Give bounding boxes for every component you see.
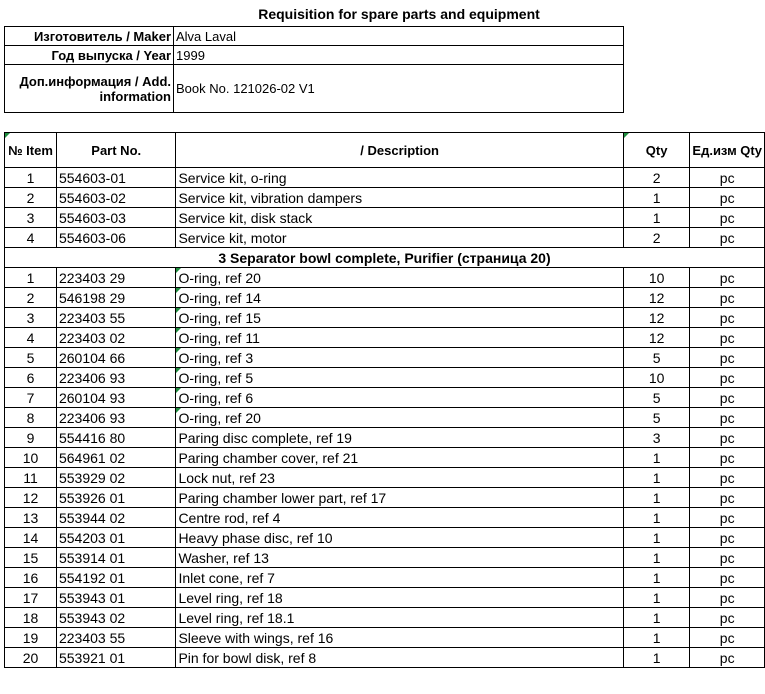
description-cell[interactable]: Sleeve with wings, ref 16 xyxy=(176,628,623,648)
info-row-maker xyxy=(5,27,624,46)
addinfo-label[interactable]: Доп.информация / Add. information xyxy=(5,65,174,113)
qty-cell[interactable]: 1 xyxy=(623,528,690,548)
table-row xyxy=(5,308,765,328)
part-no-cell[interactable]: 553929 02 xyxy=(56,468,175,488)
item-cell[interactable]: 9 xyxy=(5,428,57,448)
qty-cell[interactable]: 5 xyxy=(623,408,690,428)
part-no-cell[interactable]: 260104 93 xyxy=(56,388,175,408)
description-cell[interactable]: Service kit, disk stack xyxy=(176,208,623,228)
description-cell[interactable]: Heavy phase disc, ref 10 xyxy=(176,528,623,548)
header-row xyxy=(5,133,765,168)
item-cell[interactable]: 19 xyxy=(5,628,57,648)
qty-cell[interactable]: 3 xyxy=(623,428,690,448)
qty-cell[interactable]: 1 xyxy=(623,608,690,628)
table-row xyxy=(5,608,765,628)
part-no-cell[interactable]: 546198 29 xyxy=(56,288,175,308)
item-cell[interactable]: 1 xyxy=(5,268,57,288)
qty-cell[interactable]: 5 xyxy=(623,348,690,368)
unit-cell[interactable]: pc xyxy=(690,488,765,508)
part-no-cell[interactable]: 553926 01 xyxy=(56,488,175,508)
part-no-cell[interactable]: 223403 02 xyxy=(56,328,175,348)
table-row xyxy=(5,448,765,468)
qty-cell[interactable]: 1 xyxy=(623,208,690,228)
description-cell[interactable]: O-ring, ref 14 xyxy=(176,288,623,308)
unit-cell[interactable]: pc xyxy=(690,208,765,228)
qty-cell[interactable]: 5 xyxy=(623,388,690,408)
item-cell[interactable]: 7 xyxy=(5,388,57,408)
part-no-cell[interactable]: 223403 55 xyxy=(56,628,175,648)
part-no-cell[interactable]: 223406 93 xyxy=(56,368,175,388)
part-no-cell[interactable]: 554603-06 xyxy=(56,228,175,248)
unit-cell[interactable]: pc xyxy=(690,368,765,388)
description-cell[interactable]: Level ring, ref 18 xyxy=(176,588,623,608)
parts-table xyxy=(4,132,765,668)
table-row xyxy=(5,288,765,308)
table-row xyxy=(5,188,765,208)
unit-cell[interactable]: pc xyxy=(690,228,765,248)
qty-cell[interactable]: 12 xyxy=(623,288,690,308)
unit-cell[interactable]: pc xyxy=(690,268,765,288)
item-cell[interactable]: 17 xyxy=(5,588,57,608)
table-row xyxy=(5,408,765,428)
table-row xyxy=(5,528,765,548)
unit-cell[interactable]: pc xyxy=(690,428,765,448)
unit-cell[interactable]: pc xyxy=(690,308,765,328)
description-cell[interactable]: Washer, ref 13 xyxy=(176,548,623,568)
unit-cell[interactable]: pc xyxy=(690,648,765,668)
description-cell[interactable]: Centre rod, ref 4 xyxy=(176,508,623,528)
item-cell[interactable]: 16 xyxy=(5,568,57,588)
header-item[interactable]: № Item xyxy=(5,133,57,168)
unit-cell[interactable]: pc xyxy=(690,328,765,348)
description-cell[interactable]: O-ring, ref 5 xyxy=(176,368,623,388)
description-cell[interactable]: Service kit, motor xyxy=(176,228,623,248)
description-cell[interactable]: O-ring, ref 20 xyxy=(176,268,623,288)
part-no-cell[interactable]: 260104 66 xyxy=(56,348,175,368)
table-row xyxy=(5,388,765,408)
unit-cell[interactable]: pc xyxy=(690,388,765,408)
unit-cell[interactable]: pc xyxy=(690,348,765,368)
item-cell[interactable]: 12 xyxy=(5,488,57,508)
qty-cell[interactable]: 2 xyxy=(623,168,690,188)
table-row xyxy=(5,268,765,288)
description-cell[interactable]: O-ring, ref 6 xyxy=(176,388,623,408)
qty-cell[interactable]: 1 xyxy=(623,488,690,508)
unit-cell[interactable]: pc xyxy=(690,608,765,628)
qty-cell[interactable]: 2 xyxy=(623,228,690,248)
year-label[interactable]: Год выпуска / Year xyxy=(5,46,174,65)
description-cell[interactable]: Level ring, ref 18.1 xyxy=(176,608,623,628)
part-no-cell[interactable]: 554203 01 xyxy=(56,528,175,548)
unit-cell[interactable]: pc xyxy=(690,468,765,488)
header-qty[interactable]: Qty xyxy=(623,133,690,168)
table-row xyxy=(5,628,765,648)
unit-cell[interactable]: pc xyxy=(690,408,765,428)
item-cell[interactable]: 13 xyxy=(5,508,57,528)
table-row xyxy=(5,468,765,488)
info-row-addinfo xyxy=(5,65,624,113)
item-cell[interactable]: 18 xyxy=(5,608,57,628)
description-cell[interactable]: O-ring, ref 3 xyxy=(176,348,623,368)
item-cell[interactable]: 4 xyxy=(5,328,57,348)
description-cell[interactable]: O-ring, ref 15 xyxy=(176,308,623,328)
unit-cell[interactable]: pc xyxy=(690,568,765,588)
part-no-cell[interactable]: 554603-03 xyxy=(56,208,175,228)
description-cell[interactable]: Lock nut, ref 23 xyxy=(176,468,623,488)
unit-cell[interactable]: pc xyxy=(690,588,765,608)
item-cell[interactable]: 15 xyxy=(5,548,57,568)
table-row xyxy=(5,488,765,508)
description-cell[interactable]: Paring chamber lower part, ref 17 xyxy=(176,488,623,508)
description-cell[interactable]: Pin for bowl disk, ref 8 xyxy=(176,648,623,668)
item-cell[interactable]: 2 xyxy=(5,288,57,308)
item-cell[interactable]: 20 xyxy=(5,648,57,668)
item-cell[interactable]: 3 xyxy=(5,208,57,228)
addinfo-value[interactable]: Book No. 121026-02 V1 xyxy=(174,65,624,113)
item-cell[interactable]: 8 xyxy=(5,408,57,428)
part-no-cell[interactable]: 223403 55 xyxy=(56,308,175,328)
table-row xyxy=(5,348,765,368)
qty-cell[interactable]: 1 xyxy=(623,588,690,608)
table-row xyxy=(5,588,765,608)
table-row xyxy=(5,368,765,388)
part-no-cell[interactable]: 554192 01 xyxy=(56,568,175,588)
qty-cell[interactable]: 12 xyxy=(623,308,690,328)
description-cell[interactable]: Paring chamber cover, ref 21 xyxy=(176,448,623,468)
item-cell[interactable]: 10 xyxy=(5,448,57,468)
info-table xyxy=(4,26,624,113)
qty-cell[interactable]: 10 xyxy=(623,268,690,288)
maker-label[interactable]: Изготовитель / Maker xyxy=(5,27,174,46)
unit-cell[interactable]: pc xyxy=(690,508,765,528)
info-row-year xyxy=(5,46,624,65)
unit-cell[interactable]: pc xyxy=(690,288,765,308)
unit-cell[interactable]: pc xyxy=(690,548,765,568)
description-cell[interactable]: Service kit, o-ring xyxy=(176,168,623,188)
header-description[interactable]: / Description xyxy=(176,133,623,168)
item-cell[interactable]: 14 xyxy=(5,528,57,548)
part-no-cell[interactable]: 554416 80 xyxy=(56,428,175,448)
qty-cell[interactable]: 1 xyxy=(623,628,690,648)
qty-cell[interactable]: 10 xyxy=(623,368,690,388)
unit-cell[interactable]: pc xyxy=(690,528,765,548)
section-heading[interactable]: 3 Separator bowl complete, Purifier (страница 20) xyxy=(5,248,765,268)
part-no-cell[interactable]: 223406 93 xyxy=(56,408,175,428)
table-row xyxy=(5,568,765,588)
table-row xyxy=(5,648,765,668)
qty-cell[interactable]: 1 xyxy=(623,468,690,488)
part-no-cell[interactable]: 554603-01 xyxy=(56,168,175,188)
item-cell[interactable]: 3 xyxy=(5,308,57,328)
sheet-title: Requisition for spare parts and equipment xyxy=(258,6,540,22)
table-row xyxy=(5,168,765,188)
qty-cell[interactable]: 1 xyxy=(623,548,690,568)
part-no-cell[interactable]: 553943 01 xyxy=(56,588,175,608)
table-row xyxy=(5,508,765,528)
description-cell[interactable]: O-ring, ref 20 xyxy=(176,408,623,428)
item-cell[interactable]: 1 xyxy=(5,168,57,188)
description-cell[interactable]: Inlet cone, ref 7 xyxy=(176,568,623,588)
part-no-cell[interactable]: 553943 02 xyxy=(56,608,175,628)
table-row xyxy=(5,548,765,568)
maker-value[interactable]: Alva Laval xyxy=(174,27,624,46)
description-cell[interactable]: Paring disc complete, ref 19 xyxy=(176,428,623,448)
part-no-cell[interactable]: 553914 01 xyxy=(56,548,175,568)
qty-cell[interactable]: 1 xyxy=(623,188,690,208)
header-part-no[interactable]: Part No. xyxy=(56,133,175,168)
item-cell[interactable]: 6 xyxy=(5,368,57,388)
qty-cell[interactable]: 1 xyxy=(623,648,690,668)
item-cell[interactable]: 11 xyxy=(5,468,57,488)
unit-cell[interactable]: pc xyxy=(690,188,765,208)
description-cell[interactable]: Service kit, vibration dampers xyxy=(176,188,623,208)
qty-cell[interactable]: 1 xyxy=(623,508,690,528)
table-row xyxy=(5,228,765,248)
part-no-cell[interactable]: 223403 29 xyxy=(56,268,175,288)
part-no-cell[interactable]: 553944 02 xyxy=(56,508,175,528)
header-unit[interactable]: Ед.изм Qty xyxy=(690,133,765,168)
item-cell[interactable]: 2 xyxy=(5,188,57,208)
parts-table-body xyxy=(5,133,765,668)
unit-cell[interactable]: pc xyxy=(690,168,765,188)
item-cell[interactable]: 5 xyxy=(5,348,57,368)
item-cell[interactable]: 4 xyxy=(5,228,57,248)
part-no-cell[interactable]: 554603-02 xyxy=(56,188,175,208)
unit-cell[interactable]: pc xyxy=(690,448,765,468)
description-cell[interactable]: O-ring, ref 11 xyxy=(176,328,623,348)
table-row xyxy=(5,208,765,228)
table-row xyxy=(5,428,765,448)
qty-cell[interactable]: 1 xyxy=(623,448,690,468)
part-no-cell[interactable]: 553921 01 xyxy=(56,648,175,668)
qty-cell[interactable]: 1 xyxy=(623,568,690,588)
year-value[interactable]: 1999 xyxy=(174,46,624,65)
part-no-cell[interactable]: 564961 02 xyxy=(56,448,175,468)
section-row xyxy=(5,248,765,268)
table-row xyxy=(5,328,765,348)
qty-cell[interactable]: 12 xyxy=(623,328,690,348)
unit-cell[interactable]: pc xyxy=(690,628,765,648)
